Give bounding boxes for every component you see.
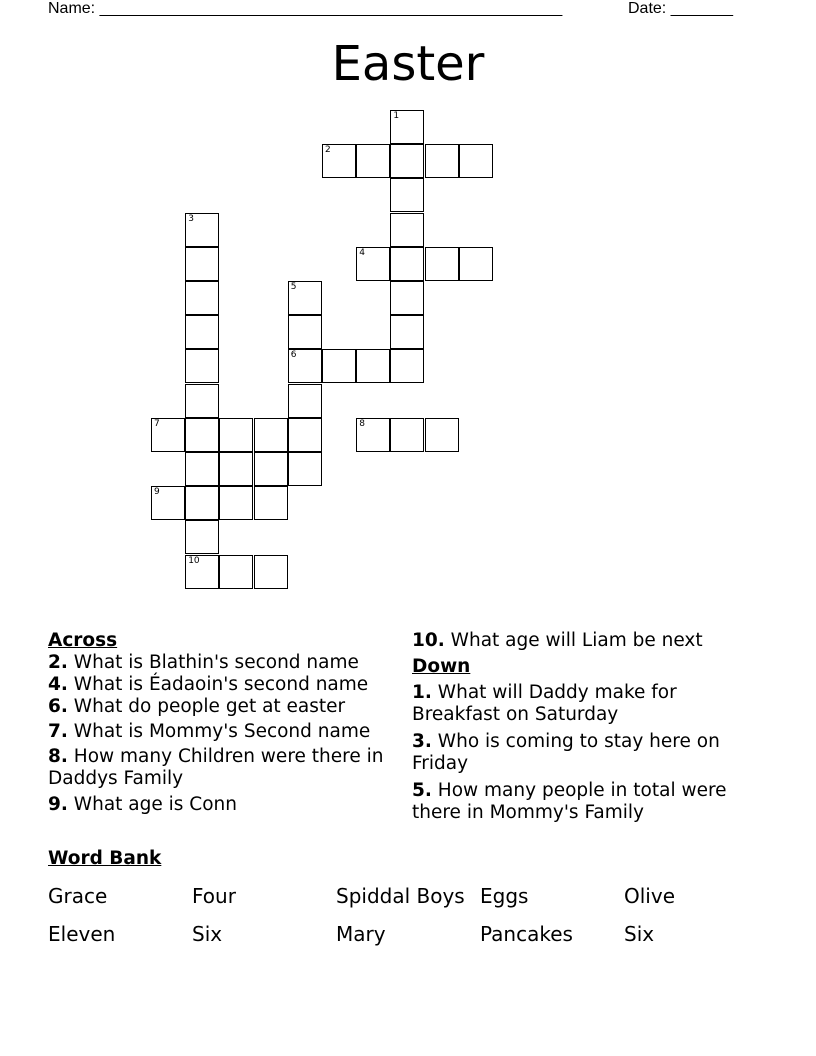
cell-number: 8 [359, 418, 365, 429]
word-bank-item: Six [624, 922, 655, 946]
grid-cell[interactable] [459, 144, 493, 178]
grid-cell[interactable] [425, 418, 459, 452]
word-bank-heading: Word Bank [48, 848, 162, 869]
cell-number: 1 [393, 111, 400, 121]
across-clue-6: 6. What do people get at easter [48, 696, 346, 717]
grid-cell[interactable] [185, 555, 219, 589]
down-clue-5: 5. How many people in total were there in Mommy's Family [412, 780, 727, 823]
cell-number: 9 [154, 487, 160, 498]
down-clue-3: 3. Who is coming to stay here on Friday [412, 731, 720, 774]
across-clues [48, 630, 388, 818]
grid-cell[interactable] [219, 555, 253, 589]
grid-cell[interactable] [390, 315, 424, 349]
grid-cell[interactable] [356, 418, 390, 452]
cell-number: 10 [188, 555, 200, 566]
across-clue-10: 10. What age will Liam be next [412, 630, 703, 651]
cell-number: 3 [188, 213, 194, 224]
grid-cell[interactable] [356, 247, 390, 281]
across-clue-8: 8. How many Children were there in Daddys Family [48, 746, 384, 789]
date-line: Date: _______ [628, 0, 733, 17]
grid-cell[interactable] [254, 486, 288, 520]
word-bank-item: Spiddal Boys [336, 884, 465, 908]
grid-cell[interactable] [185, 349, 219, 383]
grid-cell[interactable] [425, 247, 459, 281]
grid-cell[interactable] [390, 418, 424, 452]
grid-cell[interactable] [425, 144, 459, 178]
grid-cell[interactable] [288, 384, 322, 418]
grid-cell[interactable] [288, 349, 322, 383]
grid-cell[interactable] [390, 213, 424, 247]
word-bank-item: Four [192, 884, 236, 908]
grid-cell[interactable] [151, 486, 185, 520]
grid-cell[interactable] [390, 144, 424, 178]
cell-number: 6 [290, 350, 297, 361]
down-clue-1: 1. What will Daddy make for Breakfast on Saturday [412, 682, 677, 725]
grid-cell[interactable] [356, 349, 390, 383]
grid-cell[interactable] [219, 452, 253, 486]
name-line: Name: ____________________________________________________ [48, 0, 563, 17]
cell-number: 2 [325, 145, 331, 156]
grid-cell[interactable] [185, 213, 219, 247]
puzzle-title: Easter [331, 36, 485, 92]
grid-cell[interactable] [219, 418, 253, 452]
grid-cell[interactable] [288, 418, 322, 452]
grid-cell[interactable] [288, 281, 322, 315]
grid-cell[interactable] [288, 452, 322, 486]
word-bank-item: Six [192, 922, 223, 946]
grid-cell[interactable] [390, 281, 424, 315]
across-clue-4: 4. What is Éadaoin's second name [48, 674, 369, 695]
grid-cell[interactable] [390, 178, 424, 212]
grid-cell[interactable] [254, 452, 288, 486]
grid-cell[interactable] [459, 247, 493, 281]
grid-cell[interactable] [219, 486, 253, 520]
cell-number: 4 [359, 247, 365, 258]
grid-cell[interactable] [254, 418, 288, 452]
cell-number: 5 [290, 282, 297, 292]
grid-cell[interactable] [288, 315, 322, 349]
across-clue-2: 2. What is Blathin's second name [48, 652, 359, 673]
grid-cell[interactable] [390, 349, 424, 383]
grid-cell[interactable] [185, 486, 219, 520]
grid-cell[interactable] [185, 281, 219, 315]
down-clues [412, 630, 752, 826]
grid-cell[interactable] [322, 349, 356, 383]
down-heading: Down [412, 656, 471, 677]
grid-cell[interactable] [254, 555, 288, 589]
across-clue-7: 7. What is Mommy's Second name [48, 721, 371, 742]
word-bank-item: Olive [624, 884, 675, 908]
grid-cell[interactable] [185, 247, 219, 281]
across-heading: Across [48, 630, 118, 651]
grid-cell[interactable] [390, 247, 424, 281]
grid-cell[interactable] [185, 520, 219, 554]
grid-cell[interactable] [356, 144, 390, 178]
word-bank-item: Eleven [48, 922, 116, 946]
grid-cell[interactable] [185, 384, 219, 418]
word-bank-item: Pancakes [480, 922, 573, 946]
cell-number: 7 [154, 418, 160, 429]
word-bank-item: Mary [336, 922, 386, 946]
across-clue-9: 9. What age is Conn [48, 794, 237, 815]
grid-cell[interactable] [185, 452, 219, 486]
grid-cell[interactable] [151, 418, 185, 452]
grid-cell[interactable] [185, 418, 219, 452]
grid-cell[interactable] [322, 144, 356, 178]
word-bank-item: Grace [48, 884, 108, 908]
word-bank-item: Eggs [480, 884, 529, 908]
grid-cell[interactable] [185, 315, 219, 349]
grid-cell[interactable] [390, 110, 424, 144]
